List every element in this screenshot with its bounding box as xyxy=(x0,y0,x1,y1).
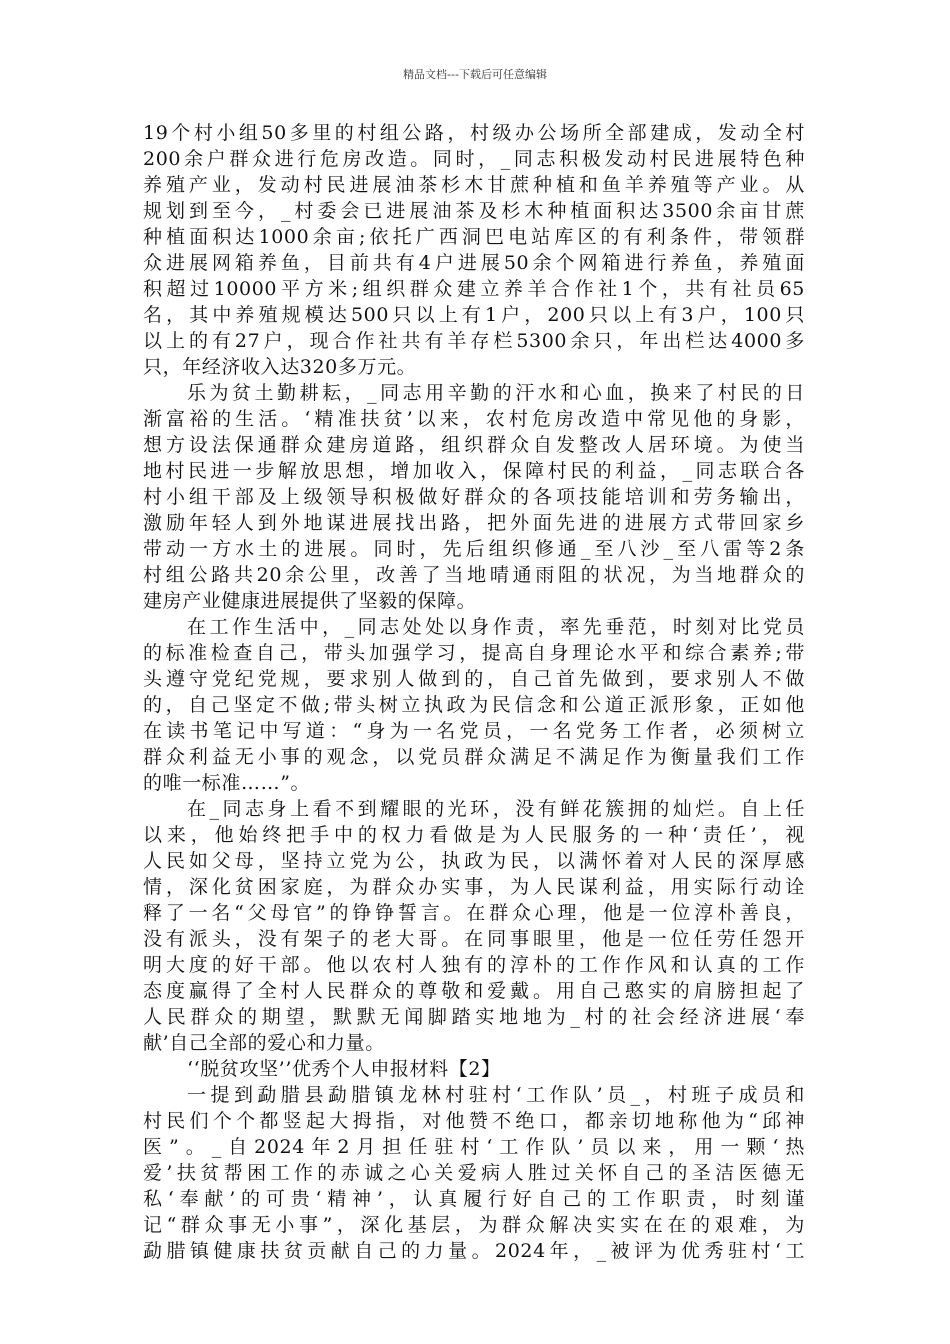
section-heading: ‘‘脱贫攻坚’’优秀个人申报材料【2】 xyxy=(187,1058,501,1080)
text-line: 种植面积达1000余亩;依托广西洞巴电站库区的有利条件，带领群 xyxy=(143,226,805,248)
text-line: 献’自己全部的爱心和力量。 xyxy=(143,1032,385,1054)
text-line: 在读书笔记中写道：“身为一名党员，一名党务工作者，必须树立 xyxy=(143,720,805,742)
text-line: 规划到至今，_村委会已进展油茶及杉木种植面积达3500余亩甘蔗 xyxy=(143,200,805,222)
text-line: 在工作生活中，_同志处处以身作责，率先垂范，时刻对比党员 xyxy=(187,616,805,638)
text-line: 想方设法保通群众建房道路，组织群众自发整改人居环境。为使当 xyxy=(143,434,805,456)
text-line: 名，其中养殖规模达500只以上有1户，200只以上有3户，100只 xyxy=(143,304,805,326)
text-line: 在_同志身上看不到耀眼的光环，没有鲜花簇拥的灿烂。自上任 xyxy=(187,798,805,820)
text-line: 勐腊镇健康扶贫贡献自己的力量。2024年，_被评为优秀驻村‘工 xyxy=(143,1240,805,1262)
text-line: 积超过10000平方米;组织群众建立养羊合作社1个，共有社员65 xyxy=(143,278,805,300)
text-line: 人民群众的期望，默默无闻脚踏实地地为_村的社会经济进展‘奉 xyxy=(143,1006,805,1028)
document-body xyxy=(143,120,805,1264)
text-line: 带动一方水土的进展。同时，先后组织修通_至八沙_至八雷等2条 xyxy=(143,538,805,560)
text-line: 爱’扶贫帮困工作的赤诚之心关爱病人胜过关怀自己的圣洁医德无 xyxy=(143,1162,805,1184)
text-line: 群众利益无小事的观念，以党员群众满足不满足作为衡量我们工作 xyxy=(143,746,805,768)
text-line: 200余户群众进行危房改造。同时，_同志积极发动村民进展特色种 xyxy=(143,148,805,170)
text-line: 建房产业健康进展提供了坚毅的保障。 xyxy=(143,590,477,612)
text-line: 的唯一标准……”。 xyxy=(143,772,311,794)
text-line: 情，深化贫困家庭，为群众办实事，为人民谋利益，用实际行动诠 xyxy=(143,876,805,898)
text-line: 没有派头，没有架子的老大哥。在同事眼里，他是一位任劳任怨开 xyxy=(143,928,805,950)
text-line: 众进展网箱养鱼，目前共有4户进展50余个网箱进行养鱼，养殖面 xyxy=(143,252,805,274)
text-line: 医”。_自2024年2月担任驻村‘工作队’员以来，用一颗‘热 xyxy=(143,1136,805,1158)
text-line: 记“群众事无小事”，深化基层，为群众解决实实在在的艰难，为 xyxy=(143,1214,805,1236)
text-line: 乐为贫土勤耕耘，_同志用辛勤的汗水和心血，换来了村民的日 xyxy=(187,382,805,404)
text-line: 地村民进一步解放思想，增加收入，保障村民的利益，_同志联合各 xyxy=(143,460,805,482)
text-line: 明大度的好干部。他以农村人独有的淳朴的工作作风和认真的工作 xyxy=(143,954,805,976)
text-line: 渐富裕的生活。‘精准扶贫’以来，农村危房改造中常见他的身影， xyxy=(143,408,805,430)
text-line: 激励年轻人到外地谋进展找出路，把外面先进的进展方式带回家乡 xyxy=(143,512,805,534)
text-line: 村民们个个都竖起大拇指，对他赞不绝口，都亲切地称他为“邱神 xyxy=(143,1110,805,1132)
text-line: 一提到勐腊县勐腊镇龙林村驻村‘工作队’员_，村班子成员和 xyxy=(187,1084,805,1106)
text-line: 19个村小组50多里的村组公路，村级办公场所全部建成，发动全村 xyxy=(143,122,805,144)
text-line: 私‘奉献’的可贵‘精神’，认真履行好自己的工作职责，时刻谨 xyxy=(143,1188,805,1210)
page-header: 精品文档---下载后可任意编辑 xyxy=(403,68,547,81)
text-line: 只，年经济收入达320多万元。 xyxy=(143,356,417,378)
text-line: 以上的有27户，现合作社共有羊存栏5300余只，年出栏达4000多 xyxy=(143,330,805,352)
text-line: 的标准检查自己，带头加强学习，提高自身理论水平和综合素养;带 xyxy=(143,642,805,664)
text-line: 态度赢得了全村人民群众的尊敬和爱戴。用自己憨实的肩膀担起了 xyxy=(143,980,805,1002)
text-line: 头遵守党纪党规，要求别人做到的，自己首先做到，要求别人不做 xyxy=(143,668,805,690)
text-line: 释了一名“父母官”的铮铮誓言。在群众心理，他是一位淳朴善良， xyxy=(143,902,805,924)
text-line: 养殖产业，发动村民进展油茶杉木甘蔗种植和鱼羊养殖等产业。从 xyxy=(143,174,805,196)
text-line: 村组公路共20余公里，改善了当地晴通雨阻的状况，为当地群众的 xyxy=(143,564,805,586)
text-line: 的，自己坚定不做;带头树立执政为民信念和公道正派形象，正如他 xyxy=(143,694,805,716)
text-line: 人民如父母，坚持立党为公，执政为民，以满怀着对人民的深厚感 xyxy=(143,850,805,872)
text-line: 村小组干部及上级领导积极做好群众的各项技能培训和劳务输出， xyxy=(143,486,805,508)
text-line: 以来，他始终把手中的权力看做是为人民服务的一种‘责任’，视 xyxy=(143,824,805,846)
